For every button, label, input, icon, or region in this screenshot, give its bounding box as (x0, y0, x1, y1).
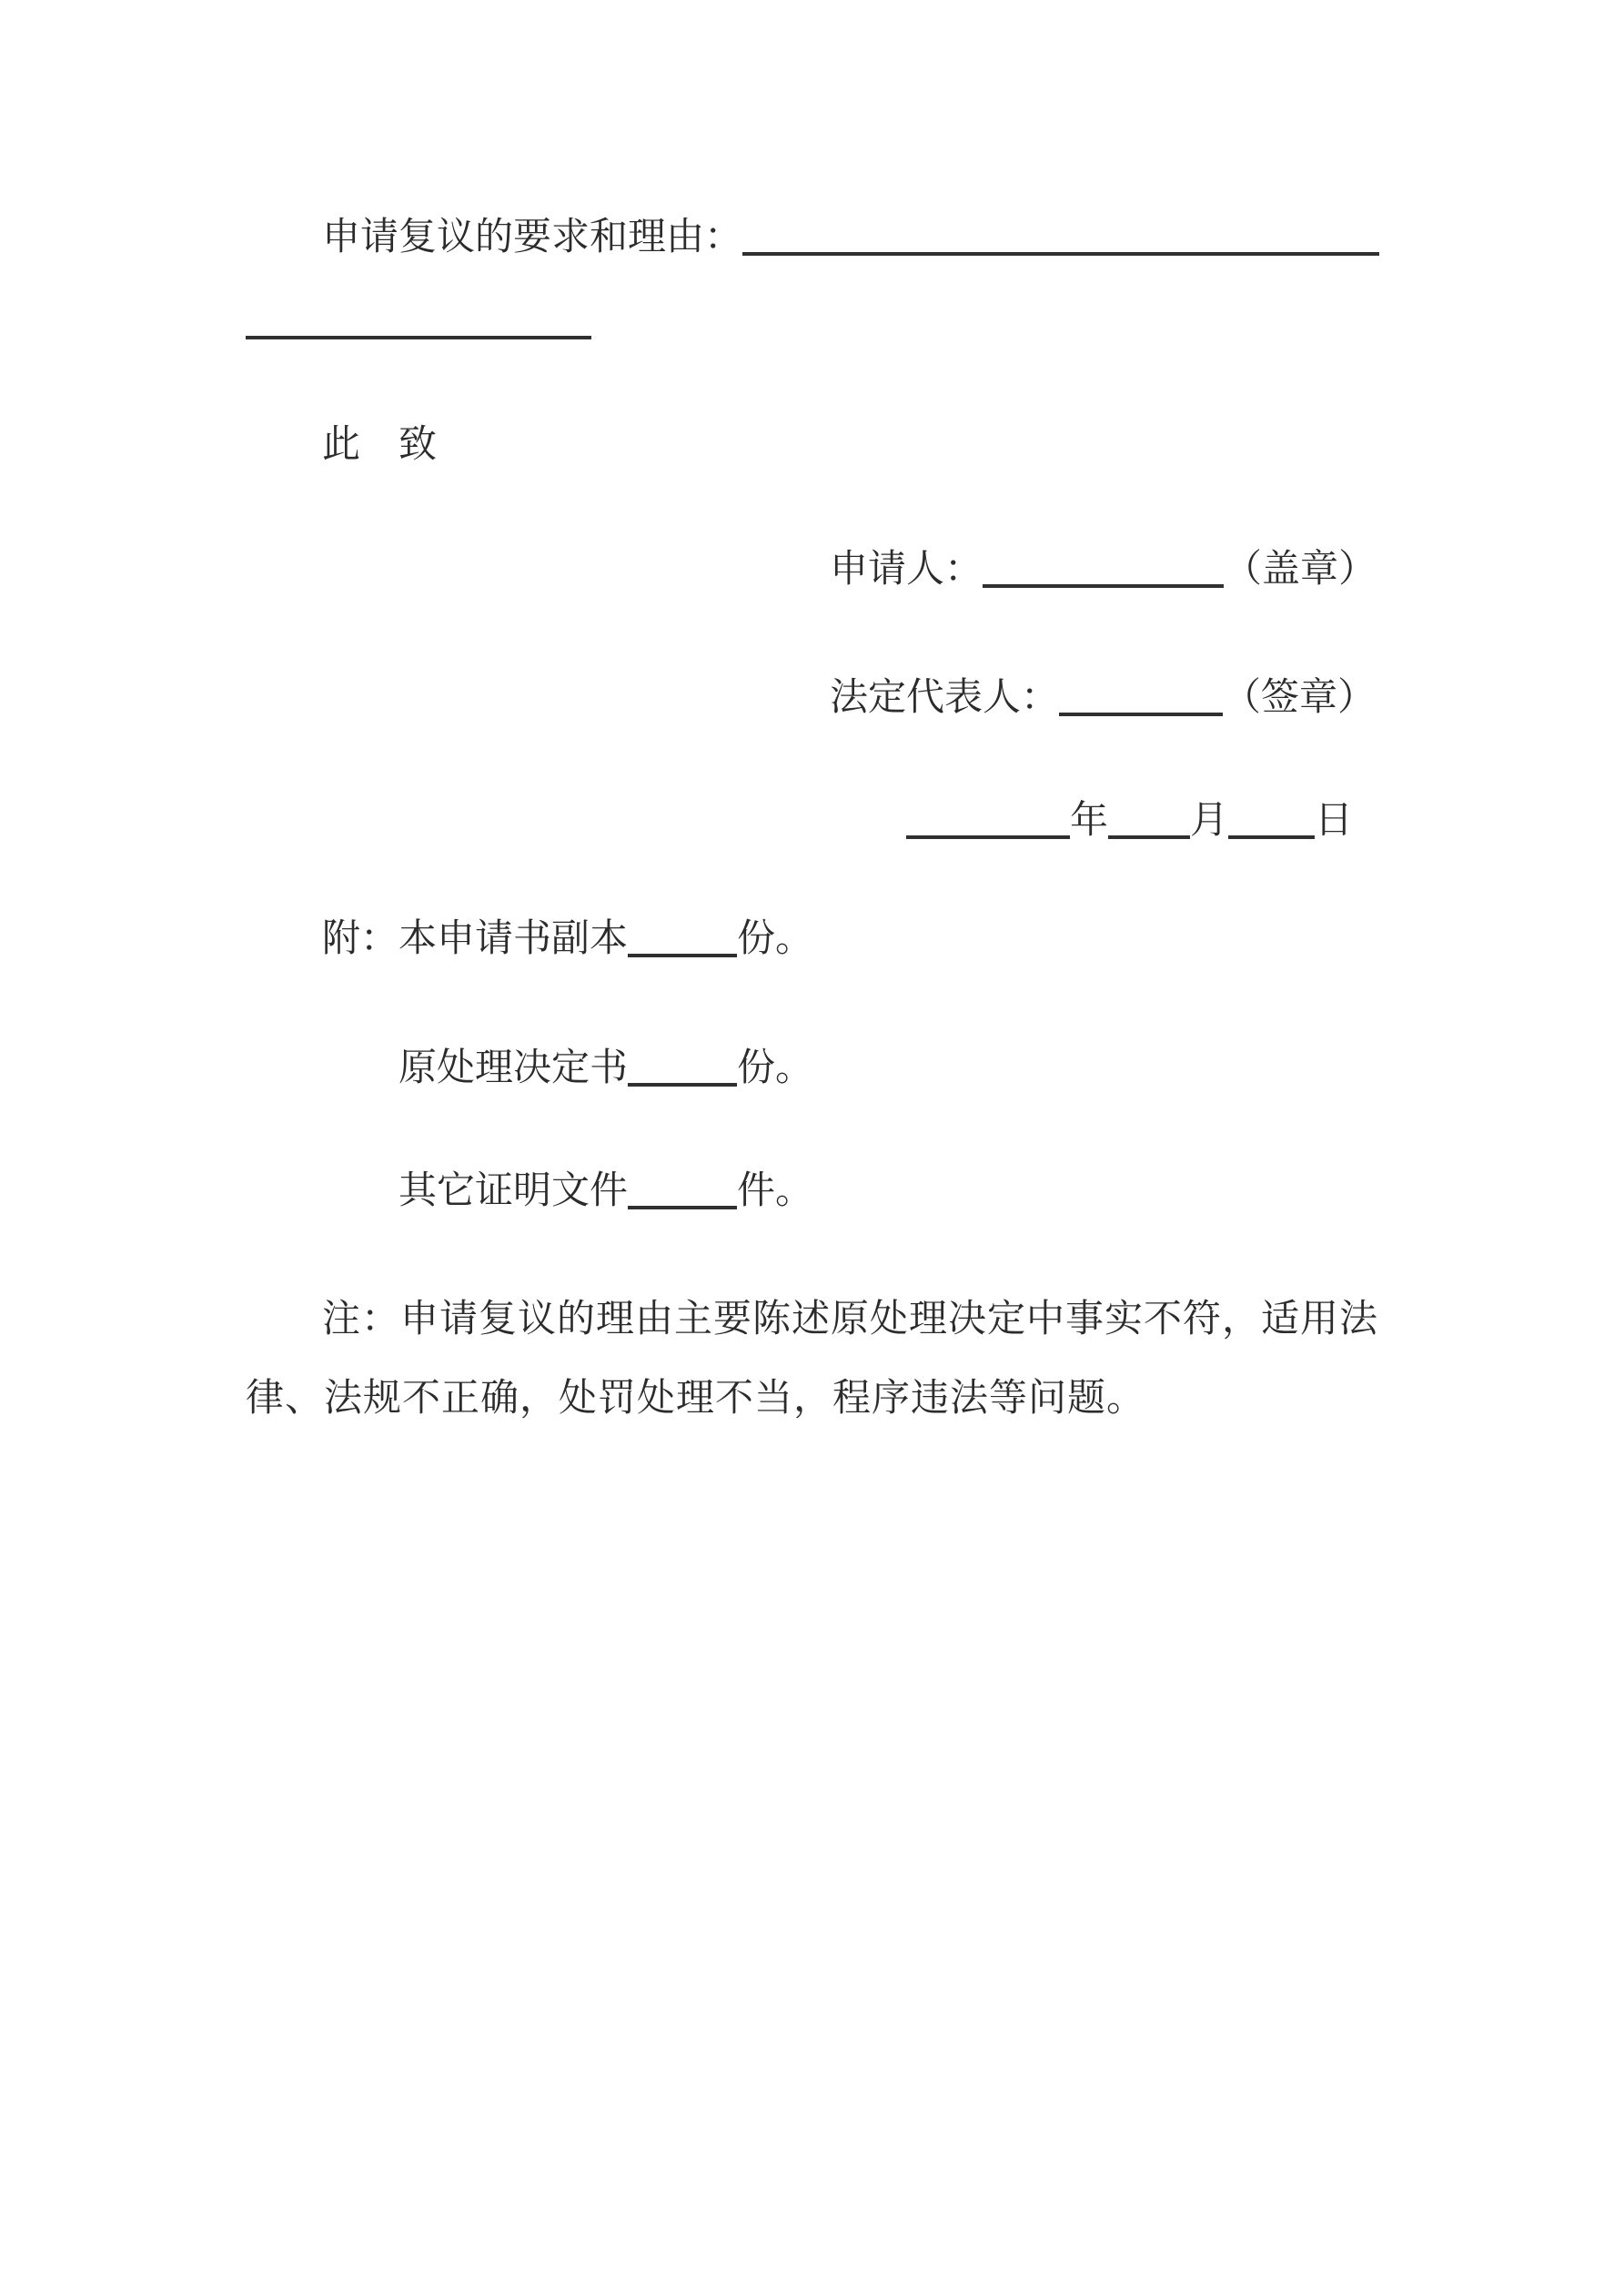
salutation-line (322, 426, 437, 464)
attachment-item-1 (322, 920, 813, 958)
applicant-label: 申请人： (830, 549, 983, 591)
attachment-2-blank-line (628, 1083, 737, 1087)
salutation-text: 此 致 (322, 424, 438, 466)
year-label: 年 (1070, 800, 1109, 842)
reason-blank-line-1 (742, 252, 1379, 256)
attachment-item-3 (398, 1172, 813, 1210)
day-blank-line (1228, 835, 1315, 839)
reason-label: 申请复议的要求和理由： (322, 217, 743, 258)
attachment-1-unit: 份。 (737, 918, 814, 960)
attachment-item-2 (398, 1049, 813, 1087)
legal-representative-line (830, 679, 1376, 717)
applicant-blank-line (983, 584, 1224, 588)
attachment-1-label: 附：本申请书副本 (322, 918, 629, 960)
note-text-2: 律、法规不正确，处罚处理不当，程序违法等问题。 (246, 1378, 1146, 1420)
legal-representative-label: 法定代表人： (830, 677, 1060, 719)
attachment-1-blank-line (628, 954, 737, 957)
attachment-3-blank-line (628, 1206, 737, 1209)
applicant-seal-note: （盖章） (1224, 549, 1377, 591)
legal-representative-seal-note: （签章） (1223, 677, 1377, 719)
note-text-1: 注：申请复议的理由主要陈述原处理决定中事实不符，适用法 (322, 1299, 1379, 1340)
day-label: 日 (1315, 800, 1354, 842)
month-label: 月 (1190, 800, 1229, 842)
attachment-2-label: 原处理决定书 (398, 1047, 629, 1089)
year-blank-line (906, 835, 1070, 839)
reason-line (322, 218, 1379, 257)
applicant-line (830, 551, 1377, 589)
attachment-2-unit: 份。 (737, 1047, 814, 1089)
attachment-3-unit: 件。 (737, 1170, 814, 1212)
reason-continuation-line (246, 302, 591, 340)
note-line-1 (322, 1300, 1378, 1339)
legal-representative-blank-line (1059, 713, 1223, 716)
month-blank-line (1108, 835, 1190, 839)
attachment-3-label: 其它证明文件 (398, 1170, 629, 1212)
reason-blank-line-2 (246, 336, 591, 339)
note-line-2 (246, 1380, 1145, 1418)
date-line (906, 802, 1353, 840)
